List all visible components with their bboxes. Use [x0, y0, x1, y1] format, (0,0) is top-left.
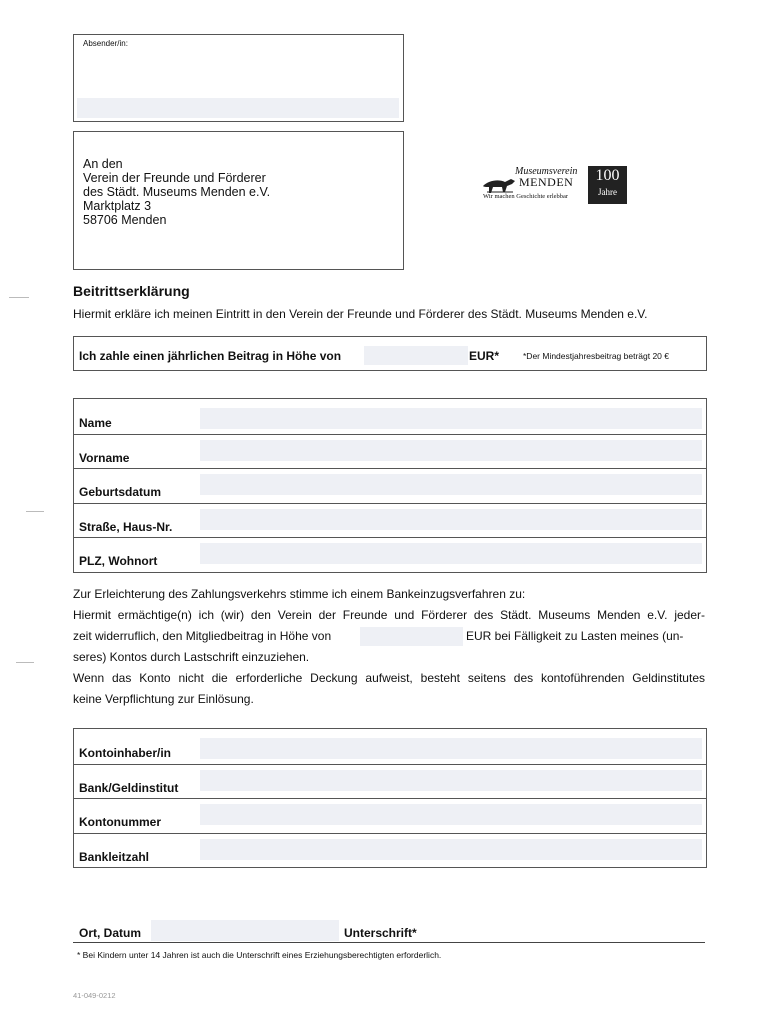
- form-code: 41-049-0212: [73, 991, 116, 1000]
- sender-input[interactable]: [77, 98, 399, 118]
- contribution-note: *Der Mindestjahresbeitrag beträgt 20 €: [523, 351, 669, 361]
- bank-row-account: [74, 798, 706, 833]
- place-date-label: Ort, Datum: [79, 926, 142, 940]
- anniversary-badge: [588, 166, 627, 204]
- account-holder-label: Kontoinhaber/in: [79, 746, 171, 760]
- recipient-address: [83, 157, 270, 227]
- bank-input[interactable]: [200, 770, 702, 791]
- debit-line: Zur Erleichterung des Zahlungsverkehrs stimme ich einem Bankeinzugsverfahren zu:: [73, 587, 526, 601]
- contribution-label: Ich zahle einen jährlichen Beitrag in Höhe von: [79, 349, 342, 363]
- recipient-line: An den: [83, 157, 123, 171]
- recipient-line: Verein der Freunde und Förderer: [83, 171, 266, 185]
- signature-label: Unterschrift*: [344, 926, 417, 940]
- firstname-input[interactable]: [200, 440, 702, 461]
- personal-data-table: [73, 398, 707, 573]
- contribution-amount-input[interactable]: [364, 346, 468, 365]
- city-label: PLZ, Wohnort: [79, 554, 158, 568]
- contribution-currency: EUR*: [469, 349, 500, 363]
- name-label: Name: [79, 416, 112, 430]
- place-date-input[interactable]: [151, 920, 339, 941]
- footnote: * Bei Kindern unter 14 Jahren ist auch die Unterschrift eines Erziehungsberechtigten erforderlich.: [77, 950, 442, 960]
- street-label: Straße, Haus-Nr.: [79, 520, 173, 534]
- personal-row-firstname: [74, 434, 706, 469]
- signature-line: [73, 942, 705, 943]
- account-holder-input[interactable]: [200, 738, 702, 759]
- logo-script: Museumsverein: [515, 166, 578, 177]
- bank-data-table: [73, 728, 707, 868]
- debit-line: Hiermit ermächtige(n) ich (wir) den Verein der Freunde und Förderer des Städt. Museums Menden e.V. jeder-: [73, 608, 705, 622]
- bank-code-input[interactable]: [200, 839, 702, 860]
- birthdate-label: Geburtsdatum: [79, 485, 162, 499]
- logo-tagline: Wir machen Geschichte erlebbar: [483, 193, 569, 200]
- fold-mark: [9, 297, 29, 298]
- birthdate-input[interactable]: [200, 474, 702, 495]
- bank-label: Bank/Geldinstitut: [79, 781, 179, 795]
- account-number-label: Kontonummer: [79, 815, 161, 829]
- debit-line: keine Verpflichtung zur Einlösung.: [73, 692, 254, 706]
- sender-label: Absender/in:: [83, 39, 128, 48]
- page-title: Beitrittserklärung: [73, 283, 190, 299]
- personal-row-street: [74, 503, 706, 538]
- personal-row-birthdate: [74, 468, 706, 503]
- recipient-box: [73, 131, 404, 270]
- debit-line: seres) Kontos durch Lastschrift einzuziehen.: [73, 650, 310, 664]
- firstname-label: Vorname: [79, 451, 130, 465]
- debit-line: zeit widerruflich, den Mitgliedbeitrag in Höhe von: [73, 629, 332, 643]
- bank-row-holder: [74, 729, 706, 763]
- badge-years: Jahre: [598, 187, 617, 197]
- bank-code-label: Bankleitzahl: [79, 850, 150, 864]
- debit-line: Wenn das Konto nicht die erforderliche Deckung aufweist, besteht seitens des kontoführenden Geldinstitutes: [73, 671, 705, 685]
- recipient-line: 58706 Menden: [83, 213, 167, 227]
- museum-logo: [481, 166, 629, 206]
- intro-text: Hiermit erkläre ich meinen Eintritt in den Verein der Freunde und Förderer des Städt. Museums Menden e.V.: [73, 307, 648, 321]
- personal-row-name: [74, 399, 706, 433]
- city-input[interactable]: [200, 543, 702, 564]
- punch-mark: [16, 662, 34, 663]
- bank-row-bank: [74, 764, 706, 799]
- debit-line: EUR bei Fälligkeit zu Lasten meines (un-: [466, 629, 684, 643]
- logo-name: MENDEN: [519, 175, 574, 189]
- recipient-line: Marktplatz 3: [83, 199, 152, 213]
- name-input[interactable]: [200, 408, 702, 429]
- debit-amount-line: [73, 626, 705, 647]
- sender-box: [73, 34, 404, 122]
- debit-amount-input[interactable]: [360, 627, 463, 646]
- account-number-input[interactable]: [200, 804, 702, 825]
- street-input[interactable]: [200, 509, 702, 530]
- fold-mark: [26, 511, 44, 512]
- recipient-line: des Städt. Museums Menden e.V.: [83, 185, 271, 199]
- badge-number: 100: [595, 167, 620, 184]
- personal-row-city: [74, 537, 706, 572]
- contribution-box: [73, 336, 707, 371]
- direct-debit-text: [73, 584, 705, 710]
- bank-row-code: [74, 833, 706, 868]
